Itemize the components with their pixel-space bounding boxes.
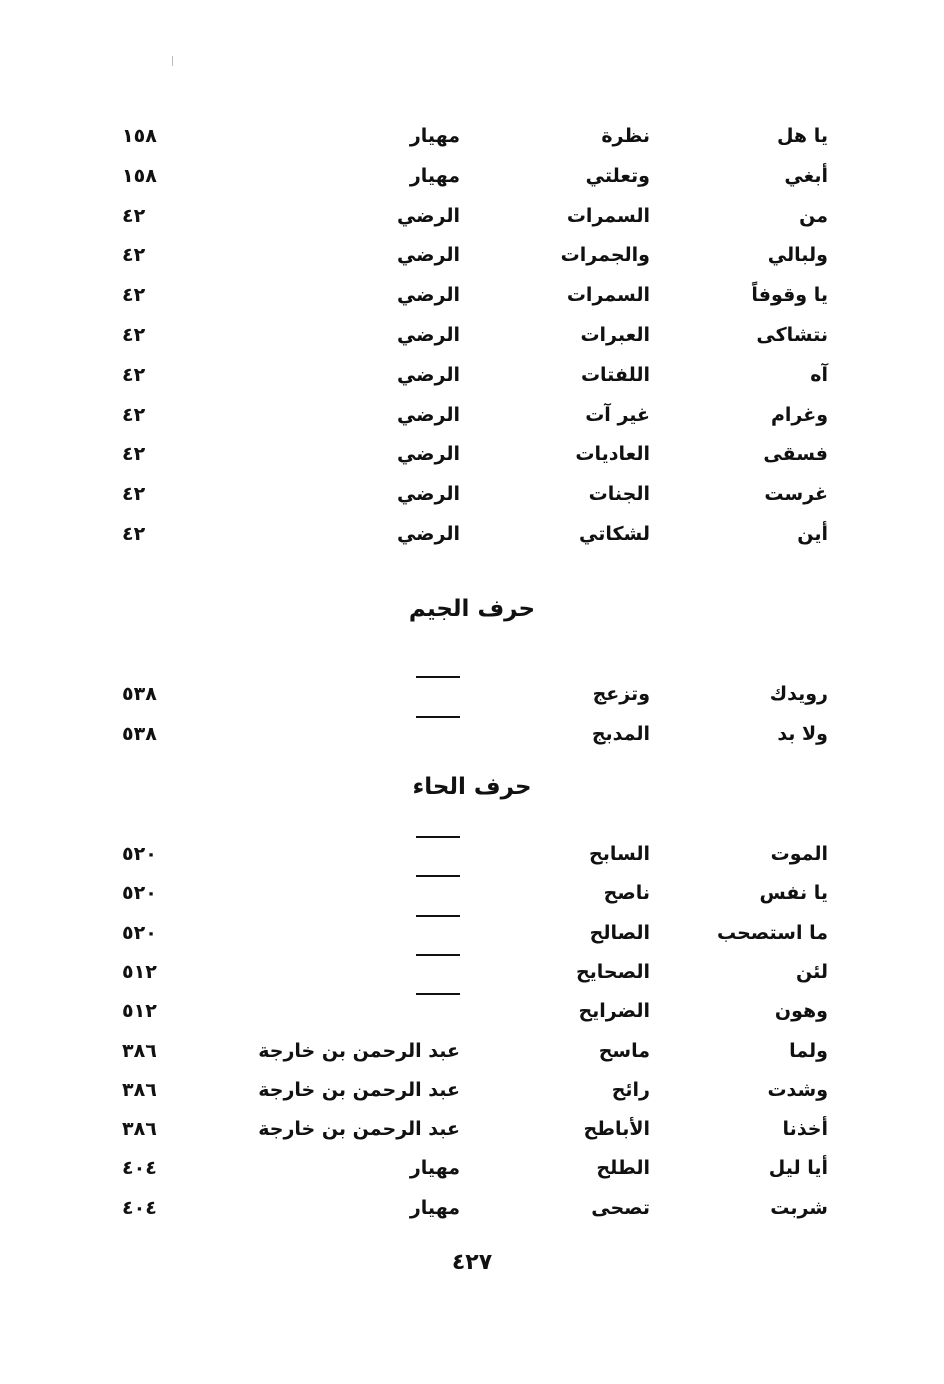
index-row <box>0 1190 944 1226</box>
rhyme-word: لشكاتي <box>578 523 650 545</box>
dash-line <box>416 993 460 995</box>
first-word: أخذنا <box>782 1118 828 1141</box>
rhyme-word: ناصح <box>603 882 650 905</box>
rhyme-word: الضرايح <box>578 1000 650 1023</box>
dash-line <box>416 836 460 838</box>
index-row <box>0 118 944 154</box>
index-row <box>0 1033 944 1069</box>
page-ref: ٣٨٦ <box>122 1118 157 1141</box>
first-word: ولبالي <box>767 244 828 267</box>
first-word: أيا ليل <box>768 1157 828 1180</box>
index-row <box>0 1150 944 1186</box>
page-ref: ٤٢ <box>122 443 146 466</box>
poet-name: مهيار <box>409 125 460 147</box>
first-word: ولا بد <box>777 723 828 745</box>
poet-name: عبد الرحمن بن خارجة <box>258 1118 460 1141</box>
index-row <box>0 1111 944 1147</box>
rhyme-word: العاديات <box>575 443 650 466</box>
poet-name: الرضي <box>396 443 460 466</box>
index-row <box>0 317 944 353</box>
dash-line <box>416 676 460 678</box>
rhyme-word: الجنات <box>588 483 650 506</box>
rhyme-word: رائح <box>611 1078 650 1101</box>
first-word: لئن <box>796 960 828 983</box>
rhyme-word: وتعلتي <box>585 164 650 187</box>
rhyme-word: السمرات <box>566 284 650 307</box>
first-word: فسقى <box>763 443 828 466</box>
page-ref: ٥١٢ <box>122 960 157 983</box>
page-ref: ٤٢ <box>122 403 146 426</box>
page-ref: ٣٨٦ <box>122 1039 157 1062</box>
page-ref: ٥٣٨ <box>122 683 157 705</box>
first-word: يا نفس <box>759 882 828 905</box>
first-word: آه <box>810 363 828 386</box>
poet-name: مهيار <box>409 164 460 187</box>
poet-name: مهيار <box>409 1157 460 1180</box>
rhyme-word: السمرات <box>566 204 650 227</box>
first-word: أبغي <box>784 164 828 187</box>
rhyme-word: غير آت <box>585 403 650 426</box>
poet-name: الرضي <box>396 483 460 506</box>
first-word: وغرام <box>770 403 828 426</box>
page-ref: ٤٢ <box>122 483 146 506</box>
poet-name: عبد الرحمن بن خارجة <box>258 1078 460 1101</box>
page-ref: ٣٨٦ <box>122 1078 157 1101</box>
index-row <box>0 676 944 712</box>
page-number: ٤٢٧ <box>451 1250 493 1275</box>
dash-line <box>416 875 460 877</box>
index-row <box>0 1072 944 1108</box>
first-word: وشدت <box>767 1078 828 1101</box>
page-ref: ٥٢٠ <box>122 882 157 905</box>
index-row <box>0 237 944 273</box>
first-word: شربت <box>770 1196 828 1219</box>
page-ref: ٤٢ <box>122 204 146 227</box>
page-ref: ٥١٢ <box>122 1000 157 1023</box>
first-word: يا هل <box>776 125 828 147</box>
poet-name: الرضي <box>396 204 460 227</box>
heading-jim: حرف الجيم <box>408 596 536 622</box>
index-row <box>0 836 944 872</box>
page-ref: ٤٢ <box>122 284 146 307</box>
poet-name: الرضي <box>396 363 460 386</box>
poet-name: الرضي <box>396 244 460 267</box>
poet-name: الرضي <box>396 403 460 426</box>
index-row <box>0 954 944 990</box>
rhyme-word: نظرة <box>601 125 650 147</box>
first-word: أين <box>797 523 828 545</box>
index-row <box>0 357 944 393</box>
first-word: ما استصحب <box>717 921 828 944</box>
first-word: وهون <box>774 1000 828 1023</box>
rhyme-word: الأباطح <box>583 1118 650 1141</box>
first-word: يا وقوفاً <box>751 284 828 307</box>
first-word: من <box>799 204 828 227</box>
heading-ha: حرف الحاء <box>412 774 532 800</box>
page-ref: ٥٣٨ <box>122 723 157 745</box>
poet-name: مهيار <box>409 1196 460 1219</box>
page-ref: ٥٢٠ <box>122 921 157 944</box>
index-row <box>0 397 944 433</box>
page-ref: ١٥٨ <box>122 125 157 147</box>
index-row <box>0 158 944 194</box>
rhyme-word: اللفتات <box>580 363 650 386</box>
dash-line <box>416 954 460 956</box>
index-row <box>0 516 944 552</box>
rhyme-word: وتزعج <box>592 683 650 705</box>
first-word: رويدك <box>769 683 828 705</box>
first-word: نتشاكى <box>756 324 828 346</box>
dash-line <box>416 915 460 917</box>
poet-name: الرضي <box>396 523 460 545</box>
poet-name: الرضي <box>396 284 460 307</box>
rhyme-word: والجمرات <box>560 244 650 267</box>
rhyme-word: الطلح <box>596 1157 650 1180</box>
page-ref: ١٥٨ <box>122 164 157 187</box>
rhyme-word: العبرات <box>580 324 650 346</box>
page-ref: ٤٢ <box>122 523 146 545</box>
dash-line <box>416 716 460 718</box>
poet-name: الرضي <box>396 324 460 346</box>
rhyme-word: المدبج <box>591 723 650 745</box>
rhyme-word: تصحى <box>591 1196 650 1219</box>
index-row <box>0 993 944 1029</box>
page-ref: ٤٢ <box>122 324 146 346</box>
first-word: الموت <box>770 843 828 865</box>
page-ref: ٥٢٠ <box>122 843 157 865</box>
first-word: غرست <box>764 483 828 506</box>
page-ref: ٤٠٤ <box>122 1196 157 1219</box>
first-word: ولما <box>789 1039 828 1062</box>
poet-name: عبد الرحمن بن خارجة <box>258 1039 460 1062</box>
index-row <box>0 277 944 313</box>
index-row <box>0 915 944 951</box>
index-row <box>0 436 944 472</box>
rhyme-word: الصحايح <box>575 960 650 983</box>
index-row <box>0 476 944 512</box>
rhyme-word: ماسح <box>598 1039 650 1062</box>
page-ref: ٤٢ <box>122 244 146 267</box>
scan-mark <box>172 56 173 66</box>
index-row <box>0 198 944 234</box>
page-ref: ٤٢ <box>122 363 146 386</box>
index-row <box>0 875 944 911</box>
rhyme-word: السابح <box>589 843 650 865</box>
page-ref: ٤٠٤ <box>122 1157 157 1180</box>
rhyme-word: الصالح <box>589 921 650 944</box>
index-row <box>0 716 944 752</box>
